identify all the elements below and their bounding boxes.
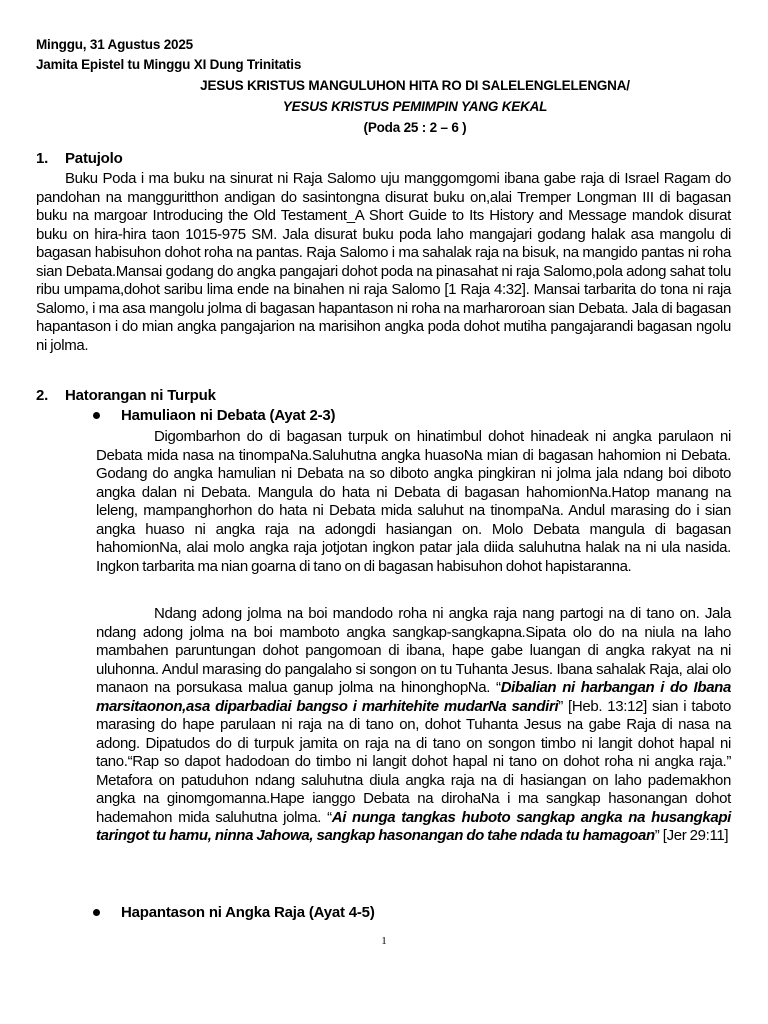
section-title: Patujolo bbox=[65, 150, 123, 167]
sermon-subtitle: Jamita Epistel tu Minggu XI Dung Trinitatis bbox=[36, 57, 302, 72]
bible-reference: (Poda 25 : 2 – 6 ) bbox=[363, 120, 467, 135]
section-1-paragraph: Buku Poda i ma buku na sinurat ni Raja Salomo uju manggomgomi ibana gabe raja di Israel Ragam do pandohan na mangguritthon andigan do sasintongna disurat buku on,alai Tremper Longman III di bagasan buku na margoar Introducing the Old Testament_A Short Guide to Its History and Message mandok disurat buku on hira-hira taon 1015-975 SM. Jala disurat buku poda laho mangajari godang halak asa mangolu di bagasan habisuhon dohot roha na pantas. Raja Salomo i ma sahalak raja na bisuk, na mangido pantas ni roha sian Debata.Mansai godang do angka pangajari dohot poda na pinasahat ni raja Salomo,pola adong sahat tolu ribu umpama,dohot saribu lima ende na binahen ni raja Salomo [1 Raja 4:32]. Mansai tarbarita do tona ni raja Salomo, i ma asa mangolu jolma di bagasan hapantason ni roha na marharoroan sian Debata. Jala di bagasan hapantason i do mian angka pangajarion na marisihon angka poda dohot mutiha pangajarandi bagasan ngolu ni jolma. bbox=[36, 170, 731, 354]
section-2-paragraph-2 bbox=[96, 605, 731, 846]
section-2-heading bbox=[36, 387, 216, 405]
section-1-heading bbox=[36, 150, 123, 168]
section-number: 1. bbox=[36, 150, 49, 167]
section-title: Hatorangan ni Turpuk bbox=[65, 387, 216, 404]
bullet-label: Hapantason ni Angka Raja (Ayat 4-5) bbox=[121, 904, 375, 921]
bullet-icon bbox=[93, 412, 100, 419]
sermon-title-translation: YESUS KRISTUS PEMIMPIN YANG KEKAL bbox=[282, 99, 548, 114]
paragraph-text: Ndang adong jolma na boi mandodo roha ni angka raja nang partogi na di tano on. Jala ndang adong jolma na boi mamboto angka sangkap-sangkapna.Sipata olo do na niula na laho mambahen paruntungan dohot pangomoan di ibana, hape gabe luangan di angka rakyat na ni uluhonna. Andul marasing do pangalaho si songon on tu Tuhanta Jesus. Ibana sahalak Raja, alai olo manaon na porsukasa malua ganup jolma na hinonghopNa. “ bbox=[96, 605, 731, 696]
section-number: 2. bbox=[36, 387, 49, 404]
bullet-item-hamuliaon bbox=[90, 407, 335, 425]
section-2-paragraph-1: Digombarhon do di bagasan turpuk on hinatimbul dohot hinadeak ni angka parulaon ni Debata mida nasa na tinompaNa.Saluhutna angka huasoNa mian di bagasan hahomion ni Debata. Godang do angka hamulian ni Debata na so diboto angka pingkiran ni jolma jala ndang boi diboto angka dalan ni Debata. Mangula do hata ni Debata di bagasan hahomionNa.Hatop manang na leleng, mampanghorhon do hata ni Debata mida saluhut na tinompaNa. Andul marasing do i sian angka huaso ni angka raja na adongdi hasiangan on. Molo Debata mangula di bagasan hahomionNa, alai molo angka raja jotjotan ingkon patar jala diida saluhutna halak na ni ula nasida. Ingkon tarbarita ma nian goarna di tano on di bagasan habisuhon dohot hapistaranna. bbox=[96, 428, 731, 575]
bullet-icon bbox=[93, 909, 100, 916]
scripture-quote: Dibalian ni harbangan i do Ibana marsitaonon,asa diparbadiai bangso i marhitehite mudarNa sandiri bbox=[96, 679, 731, 715]
sermon-title: JESUS KRISTUS MANGULUHON HITA RO DI SALELENGLELENGNA/ bbox=[200, 78, 630, 93]
scripture-quote: Ai nunga tangkas huboto sangkap angka na husangkapi taringot tu hamu, ninna Jahowa, sangkap hasonangan do tahe ndada tu hamagoan bbox=[96, 808, 731, 844]
paragraph-text: ” [Jer 29:11] bbox=[654, 827, 729, 844]
page-number: 1 bbox=[381, 935, 387, 947]
bullet-label: Hamuliaon ni Debata (Ayat 2-3) bbox=[121, 407, 336, 424]
sermon-date: Minggu, 31 Agustus 2025 bbox=[36, 37, 193, 52]
paragraph-text: ” [Heb. 13:12] sian i taboto marasing do hape parulaan ni raja na di tano on, dohot Tuhanta Jesus na gabe Raja di nasa na adong. Dipatudos do di turpuk jamita on raja na di tano on songon timbo ni langit dohot hapal ni tano.“Rap so dapot hadodoan do timbo ni langit dohot hapal ni tano on dohot roha ni angka raja.” Metafora on patuduhon ndang saluhutna diula angka raja na di hasiangan on laho pademakhon angka na ginomgomanna.Hape ianggo Debata na dirohaNa i ma sangkap hasonangan dohot hademahon mida saluhutna jolma. “ bbox=[96, 697, 731, 826]
bullet-item-hapantason bbox=[90, 904, 375, 922]
